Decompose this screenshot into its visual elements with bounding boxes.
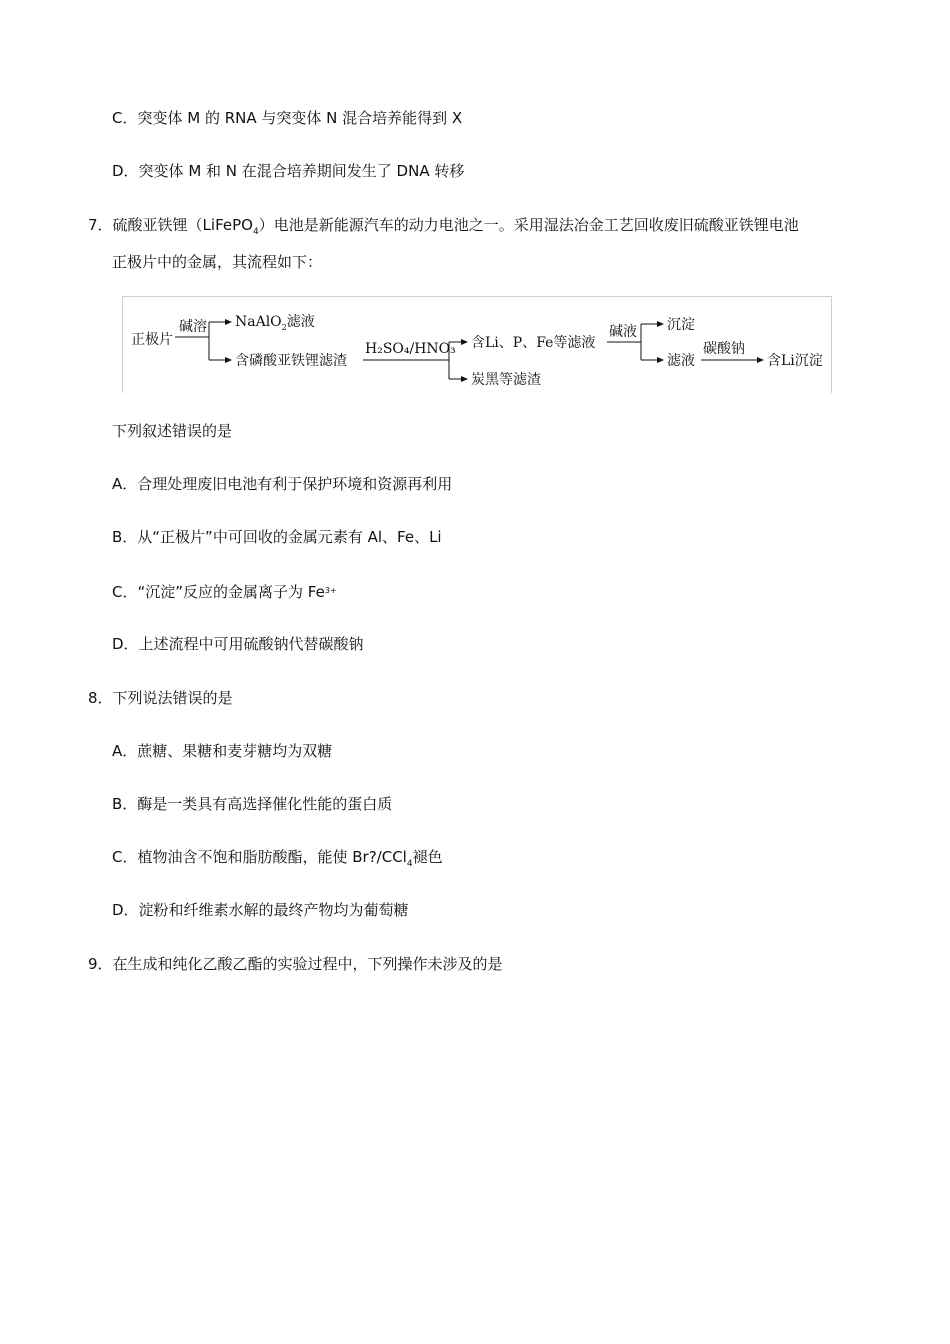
q6-option-c: C．突变体 M 的 RNA 与突变体 N 混合培养能得到 X [112,109,463,127]
flow-filtrate2-label: 滤液 [667,353,695,369]
q8-option-c-tail: 褪色 [412,848,443,866]
flow-svg [123,297,831,393]
flow-naalo2-label: NaAlO$_2$滤液 [235,314,315,332]
q8-option-b: B．酶是一类具有高选择催化性能的蛋白质 [112,795,393,813]
flow-carbon-label: 炭黑等滤渣 [471,372,541,388]
q7-option-b: B．从“正极片”中可回收的金属元素有 Al、Fe、Li [112,528,442,546]
q7-option-c-superscript: 3+ [324,586,337,595]
q9-stem: 9．在生成和纯化乙酸乙酯的实验过程中，下列操作未涉及的是 [88,955,503,973]
q7-option-c [112,581,337,602]
flow-precipitate-label: 沉淀 [667,317,695,333]
q8-option-c-subscript: 4 [406,859,413,869]
q8-option-a: A．蔗糖、果糖和麦芽糖均为双糖 [112,742,333,760]
flow-reagent-label: H₂SO₄/HNO₃ [365,341,456,357]
q7-stem-part2: ）电池是新能源汽车的动力电池之一。采用湿法冶金工艺回收废旧硫酸亚铁锂电池 [258,216,799,234]
flow-step2-label: 碱液 [609,324,637,340]
flow-start-label: 正极片 [131,332,173,348]
flow-step3-label: 碳酸钠 [703,341,745,357]
q8-option-d: D．淀粉和纤维素水解的最终产物均为葡萄糖 [112,901,409,919]
flow-filtrate-label: 含Li、P、Fe等滤液 [471,335,596,351]
q7-option-c-text: C．“沉淀”反应的金属离子为 Fe [112,583,325,601]
flow-residue-label: 含磷酸亚铁锂滤渣 [235,353,347,369]
flow-final-label: 含Li沉淀 [767,353,823,369]
q7-stem-part1: 7．硫酸亚铁锂（LiFePO [88,216,253,234]
q7-stem-subscript: 4 [252,227,259,237]
q7-stem-line2: 正极片中的金属，其流程如下： [112,253,323,271]
q7-question: 下列叙述错误的是 [112,422,233,440]
q8-option-c [112,847,443,874]
process-flow-diagram [122,296,832,393]
q6-option-d: D．突变体 M 和 N 在混合培养期间发生了 DNA 转移 [112,162,465,180]
q8-stem: 8．下列说法错误的是 [88,689,233,707]
q7-stem [88,215,799,242]
q7-option-a: A．合理处理废旧电池有利于保护环境和资源再利用 [112,475,453,493]
q7-option-d: D．上述流程中可用硫酸钠代替碳酸钠 [112,635,364,653]
q8-option-c-text: C．植物油含不饱和脂肪酸酯，能使 Br?/CCl [112,848,407,866]
flow-step1-label: 碱溶 [179,319,207,335]
